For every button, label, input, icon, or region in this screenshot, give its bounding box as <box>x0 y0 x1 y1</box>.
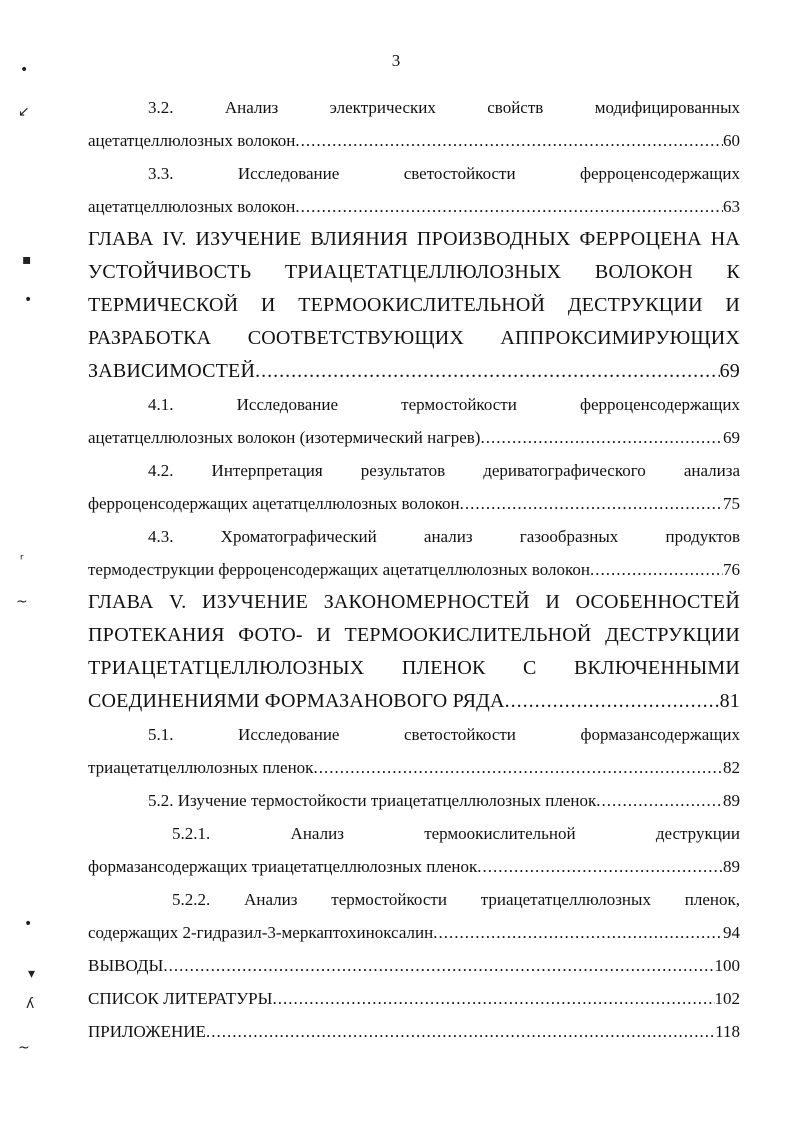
toc-entry-text: ацетатцеллюлозных волокон (изотермический нагрев) <box>88 428 481 447</box>
toc-entry-continuation <box>88 124 740 157</box>
leader-dots <box>295 124 723 157</box>
toc-entry-title: 5.1. Исследование светостойкости формазансодержащих <box>148 725 740 744</box>
toc-entry-continuation <box>88 421 740 454</box>
toc-entry-appendix <box>88 1015 740 1048</box>
table-of-contents <box>88 91 740 1048</box>
chapter-title-line: РАЗРАБОТКА СООТВЕТСТВУЮЩИХ АППРОКСИМИРУЮЩИХ <box>88 327 740 349</box>
toc-page-number: 82 <box>723 758 740 777</box>
toc-entry-continuation <box>88 355 740 388</box>
toc-entry-title: 5.2.1. Анализ термоокислительной деструкции <box>172 824 740 843</box>
toc-entry-continuation <box>88 685 740 718</box>
leader-dots <box>295 190 723 223</box>
toc-entry-5-2 <box>88 784 740 817</box>
toc-entry-text: триацетатцеллюлозных пленок <box>88 758 314 777</box>
toc-page-number: 102 <box>714 989 740 1008</box>
toc-entry-text: СОЕДИНЕНИЯМИ ФОРМАЗАНОВОГО РЯДА <box>88 690 505 712</box>
toc-entry-continuation <box>88 751 740 784</box>
toc-entry-continuation <box>88 916 740 949</box>
toc-entry-5-2-1 <box>88 817 740 883</box>
leader-dots <box>433 916 723 949</box>
toc-entry-text: ацетатцеллюлозных волокон <box>88 197 296 216</box>
toc-page-number: 75 <box>723 494 740 513</box>
toc-entry-text: содержащих 2-гидразил-3-меркаптохиноксалин <box>88 923 434 942</box>
toc-entry-text: ПРИЛОЖЕНИЕ <box>88 1022 206 1041</box>
toc-page-number: 89 <box>723 857 740 876</box>
toc-entry-text: ВЫВОДЫ <box>88 956 164 975</box>
toc-entry-3-3 <box>88 157 740 223</box>
toc-page-number: 69 <box>719 360 740 382</box>
chapter-title-line: ГЛАВА V. ИЗУЧЕНИЕ ЗАКОНОМЕРНОСТЕЙ И ОСОБЕННОСТЕЙ <box>88 591 740 613</box>
toc-entry-title: 4.3. Хроматографический анализ газообразных продуктов <box>148 527 740 546</box>
leader-dots <box>596 784 723 817</box>
toc-entry-text: термодеструкции ферроценсодержащих ацетатцеллюлозных волокон <box>88 560 591 579</box>
toc-entry-title: 3.2. Анализ электрических свойств модифицированных <box>148 98 740 117</box>
chapter-title-line: ГЛАВА IV. ИЗУЧЕНИЕ ВЛИЯНИЯ ПРОИЗВОДНЫХ ФЕРРОЦЕНА НА <box>88 228 740 250</box>
toc-page-number: 69 <box>723 428 740 447</box>
leader-dots <box>206 1015 715 1048</box>
toc-entry-title: 5.2.2. Анализ термостойкости триацетатцеллюлозных пленок, <box>172 890 740 909</box>
chapter-title-line: ТРИАЦЕТАТЦЕЛЛЮЛОЗНЫХ ПЛЕНОК С ВКЛЮЧЕННЫМИ <box>88 657 740 679</box>
toc-entry-4-1 <box>88 388 740 454</box>
leader-dots <box>590 553 723 586</box>
page-number: 3 <box>391 51 401 70</box>
toc-entry-text: ацетатцеллюлозных волокон <box>88 131 296 150</box>
toc-entry-text: ЗАВИСИМОСТЕЙ <box>88 360 256 382</box>
toc-entry-title: 4.1. Исследование термостойкости ферроценсодержащих <box>148 395 740 414</box>
leader-dots <box>477 850 723 883</box>
toc-entry-5-1 <box>88 718 740 784</box>
chapter-title-line: ТЕРМИЧЕСКОЙ И ТЕРМООКИСЛИТЕЛЬНОЙ ДЕСТРУКЦИИ И <box>88 294 740 316</box>
toc-entry-title: 4.2. Интерпретация результатов дериватографического анализа <box>148 461 740 480</box>
leader-dots <box>480 421 723 454</box>
leader-dots <box>255 355 719 388</box>
toc-entry-text: формазансодержащих триацетатцеллюлозных пленок <box>88 857 478 876</box>
toc-page-number: 63 <box>723 197 740 216</box>
leader-dots <box>460 487 723 520</box>
toc-entry-continuation <box>88 850 740 883</box>
toc-entry-continuation <box>88 487 740 520</box>
leader-dots <box>313 751 723 784</box>
toc-page-number: 94 <box>723 923 740 942</box>
toc-page-number: 100 <box>714 956 740 975</box>
toc-entry-text: СПИСОК ЛИТЕРАТУРЫ <box>88 989 273 1008</box>
chapter-title-line: ПРОТЕКАНИЯ ФОТО- И ТЕРМООКИСЛИТЕЛЬНОЙ ДЕСТРУКЦИИ <box>88 624 740 646</box>
toc-entry-4-3 <box>88 520 740 586</box>
toc-entry-conclusions <box>88 949 740 982</box>
toc-page-number: 76 <box>723 560 740 579</box>
toc-entry-4-2 <box>88 454 740 520</box>
toc-chapter-5 <box>88 586 740 718</box>
toc-chapter-4 <box>88 223 740 388</box>
leader-dots <box>163 949 714 982</box>
toc-page-number: 89 <box>723 791 740 810</box>
chapter-title-line: УСТОЙЧИВОСТЬ ТРИАЦЕТАТЦЕЛЛЮЛОЗНЫХ ВОЛОКОН К <box>88 261 740 283</box>
toc-entry-text: ферроценсодержащих ацетатцеллюлозных волокон <box>88 494 460 513</box>
leader-dots <box>505 685 720 718</box>
toc-page-number: 60 <box>723 131 740 150</box>
leader-dots <box>272 982 714 1015</box>
toc-page-number: 81 <box>719 690 740 712</box>
toc-entry-text: 5.2. Изучение термостойкости триацетатцеллюлозных пленок <box>148 791 597 810</box>
toc-entry-title: 3.3. Исследование светостойкости ферроценсодержащих <box>148 164 740 183</box>
toc-entry-3-2 <box>88 91 740 157</box>
toc-page-number: 118 <box>715 1022 740 1041</box>
toc-entry-continuation <box>88 190 740 223</box>
toc-entry-5-2-2 <box>88 883 740 949</box>
toc-entry-references <box>88 982 740 1015</box>
toc-entry-continuation <box>88 553 740 586</box>
